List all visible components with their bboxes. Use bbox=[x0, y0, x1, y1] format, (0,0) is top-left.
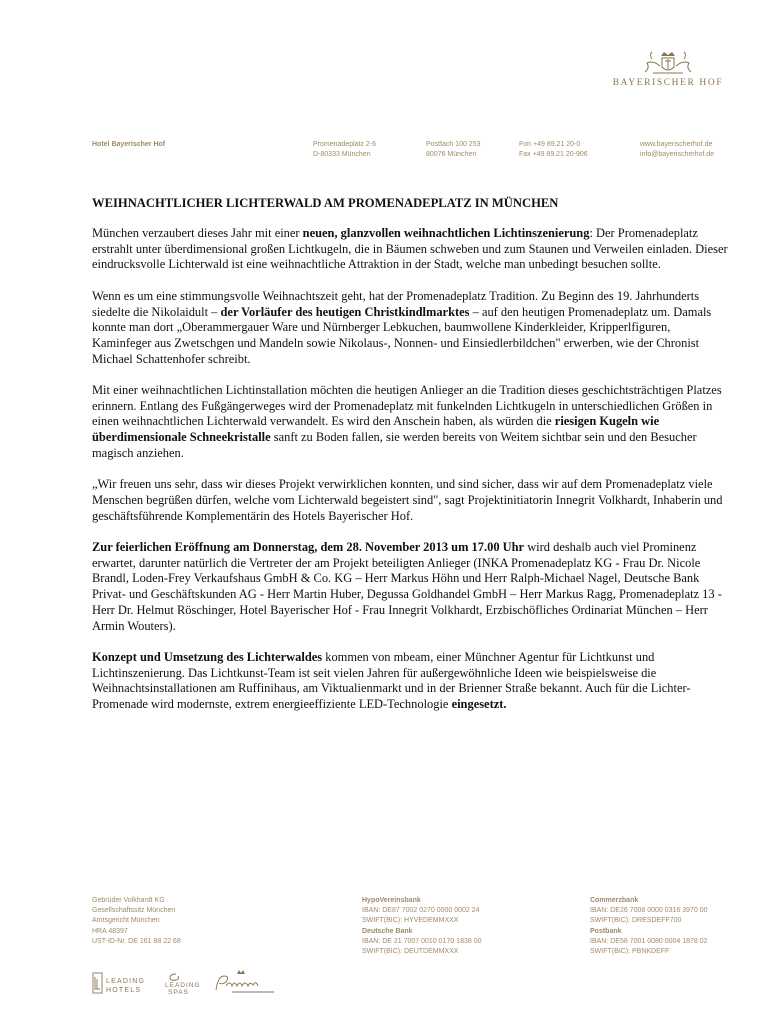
bold-text-run: neuen, glanzvollen weihnachtlichen Lichtinszenierung bbox=[302, 226, 590, 240]
text-run: kommen von mbeam, einer Münchner Agentur für Lichtkunst und Lichtinszenierung. Das Lichtkunst-Team ist seit vielen Jahren für außergewöhnliche Ideen wie beispielsweise die Weihnachtsinstallationen am Ruffinihaus, am Viktualienmarkt und in der Brienner Straße bekannt. Auch für die Lichter-Promenade wird modernste, extrem energieeffiziente LED-Technologie bbox=[92, 649, 691, 712]
text-run: München verzaubert dieses Jahr mit einer bbox=[92, 226, 303, 240]
body-paragraph bbox=[92, 226, 728, 273]
register-number: HRA 48397 bbox=[92, 927, 128, 935]
header-web bbox=[640, 140, 714, 160]
text-run: wird deshalb auch viel Prominenz erwartet, darunter natürlich die Vertreter der am Projekt beteiligten Anlieger (INKA Promenadeplatz KG - Frau Dr. Nicole Brandl, Loden-Frey Verkaufshaus GmbH & Co. KG – Herr Markus Höhn und Herr Ralph-Michael Nagel, Deutsche Bank Privat- und Geschäftskunden AG - Herr Martin Huber, Degussa Goldhandel GmbH – Herr Markus Ragg, Promenadeplatz 13 - Herr Dr. Helmut Röschinger, Hotel Bayerischer Hof - Frau Innegrit Volkhardt, Erzbischöfliches Ordinariat München – Herr Armin Wouters). bbox=[92, 540, 722, 633]
bank-swift: SWIFT(BIC): HYVEDEMMXXX bbox=[362, 917, 459, 925]
text-run: „Wir freuen uns sehr, dass wir dieses Projekt verwirklichen konnten, und sind sicher, dass wir auf dem Promenadeplatz viele Menschen begrüßen dürfen, welche vom Lichterwald begeistert sind", sagt Projektinitiatorin Innegrit Volkhardt, Inhaberin und geschäftsführende Komplementärin des Hotels Bayerischer Hof. bbox=[92, 477, 723, 523]
preferred-script-logo bbox=[216, 970, 274, 992]
document-body bbox=[92, 226, 728, 728]
header-address bbox=[313, 140, 376, 160]
body-paragraph bbox=[92, 650, 728, 713]
bank-name: Deutsche Bank bbox=[362, 927, 413, 935]
bold-text-run: riesigen Kugeln wie überdimensionale Schneekristalle bbox=[92, 414, 660, 445]
footer-company-info bbox=[92, 896, 181, 947]
header-phone bbox=[519, 140, 588, 160]
phone-line: Fon +49 89.21 20-0 bbox=[519, 141, 581, 148]
text-run: Wenn es um eine stimmungsvolle Weihnachtszeit geht, hat der Promenadeplatz Tradition. Zu Beginn des 19. Jahrhunderts siedelte die Nikolaidult – bbox=[92, 288, 700, 319]
hotel-logo bbox=[606, 50, 730, 88]
header-hotel-name: Hotel Bayerischer Hof bbox=[92, 141, 166, 148]
postbox-line: 80076 München bbox=[426, 151, 477, 158]
bold-text-run: Zur feierlichen Eröffnung am Donnerstag, dem 28. November 2013 um 17.00 Uhr bbox=[92, 540, 525, 554]
email-link[interactable]: info@bayerischerhof.de bbox=[640, 151, 715, 158]
text-run: sanft zu Boden fallen, sie werden bereits von Weitem sichtbar sein und den Besucher magisch anziehen. bbox=[92, 430, 697, 460]
header-postbox bbox=[426, 140, 481, 160]
lhw-text-line: HOTELS bbox=[106, 987, 142, 994]
vat-id: UST-ID-Nr. DE 161 88 22 68 bbox=[92, 937, 181, 945]
footer-bank-column-1 bbox=[362, 896, 481, 957]
spas-text-line: SPAS bbox=[168, 989, 189, 996]
partner-logos bbox=[92, 968, 282, 996]
bank-swift: SWIFT(BIC): DEUTDEMMXXX bbox=[362, 948, 459, 956]
fax-line: Fax +49 89.21 20-906 bbox=[519, 151, 588, 158]
crest-icon bbox=[639, 50, 697, 76]
swirl-icon bbox=[170, 974, 179, 980]
company-seat: Gesellschaftssitz München bbox=[92, 907, 176, 915]
text-run: Mit einer weihnachtlichen Lichtinstallation möchten die heutigen Anlieger an die Tradition dieses geschichtsträchtigen Platzes erinnern. Entlang des Fußgängerweges wird der Promenadeplatz mit funkelnden Lichtkugeln in unterschiedlichen Größen in einen weihnachtlichen Lichterwald verwandelt. Es wird den Anschein haben, als würden die bbox=[92, 383, 722, 429]
body-paragraph bbox=[92, 540, 728, 634]
court: Amtsgericht München bbox=[92, 917, 160, 925]
bank-iban: IBAN: DE 21 7007 0010 0170 1838 00 bbox=[362, 937, 482, 945]
company-name: Gebrüder Volkhardt KG bbox=[92, 897, 165, 904]
postbox-line: Postfach 100 253 bbox=[426, 141, 481, 148]
bank-name: Postbank bbox=[590, 927, 622, 935]
text-run: – auf den heutigen Promenadeplatz um. Damals konnte man dort „Oberammergauer Ware und Nürnberger Lebkuchen, baumwollene Kinderkleider, Kripperlfiguren, Kaminfeger aus Zwetschgen und Mandeln sowie Nikolaus-, Nonnen- und Einsiedlerbildchen" erwerben, wie der Chronist Michael Schattenhofer schreibt. bbox=[92, 304, 712, 366]
bank-swift: SWIFT(BIC): PBNKDEFF bbox=[590, 948, 670, 956]
spas-text-line: LEADING bbox=[165, 982, 201, 989]
bold-text-run: Konzept und Umsetzung des Lichterwaldes bbox=[92, 649, 323, 664]
body-paragraph bbox=[92, 289, 728, 368]
address-line: D-80333 München bbox=[313, 151, 371, 158]
bold-text-run: eingesetzt. bbox=[451, 697, 507, 712]
lhw-text-line: LEADING bbox=[106, 978, 146, 985]
bank-iban: IBAN: DE58 7001 0080 0004 1878 02 bbox=[590, 937, 708, 945]
lhw-monogram-icon bbox=[93, 973, 102, 993]
body-paragraph bbox=[92, 477, 728, 524]
bank-name: Commerzbank bbox=[590, 897, 639, 904]
bank-swift: SWIFT(BIC): DRESDEFF700 bbox=[590, 917, 682, 925]
address-line: Promenadeplatz 2-6 bbox=[313, 141, 377, 148]
bold-text-run: der Vorläufer des heutigen Christkindlmarktes bbox=[220, 304, 470, 319]
logo-wordmark: BAYERISCHER HOF bbox=[612, 78, 724, 88]
body-paragraph bbox=[92, 383, 728, 462]
text-run: : Der Promenadeplatz erstrahlt unter überdimensional großen Lichtkugeln, die in Bäumen schweben und zum Staunen und Verweilen einladen. Dieser eindrucksvolle Lichterwald ist eine weihnachtliche Attraktion in der Stadt, welche man unbedingt besuchen sollte. bbox=[92, 226, 728, 272]
footer-bank-column-2 bbox=[590, 896, 708, 957]
bank-name: HypoVereinsbank bbox=[362, 897, 421, 904]
website-link[interactable]: www.bayerischerhof.de bbox=[640, 141, 713, 148]
document-title: WEIHNACHTLICHER LICHTERWALD AM PROMENADEPLATZ IN MÜNCHEN bbox=[92, 196, 559, 210]
bank-iban: IBAN: DE26 7008 0000 0316 3970 00 bbox=[590, 907, 708, 915]
bank-iban: IBAN: DE87 7002 0270 0000 0002 24 bbox=[362, 907, 480, 915]
